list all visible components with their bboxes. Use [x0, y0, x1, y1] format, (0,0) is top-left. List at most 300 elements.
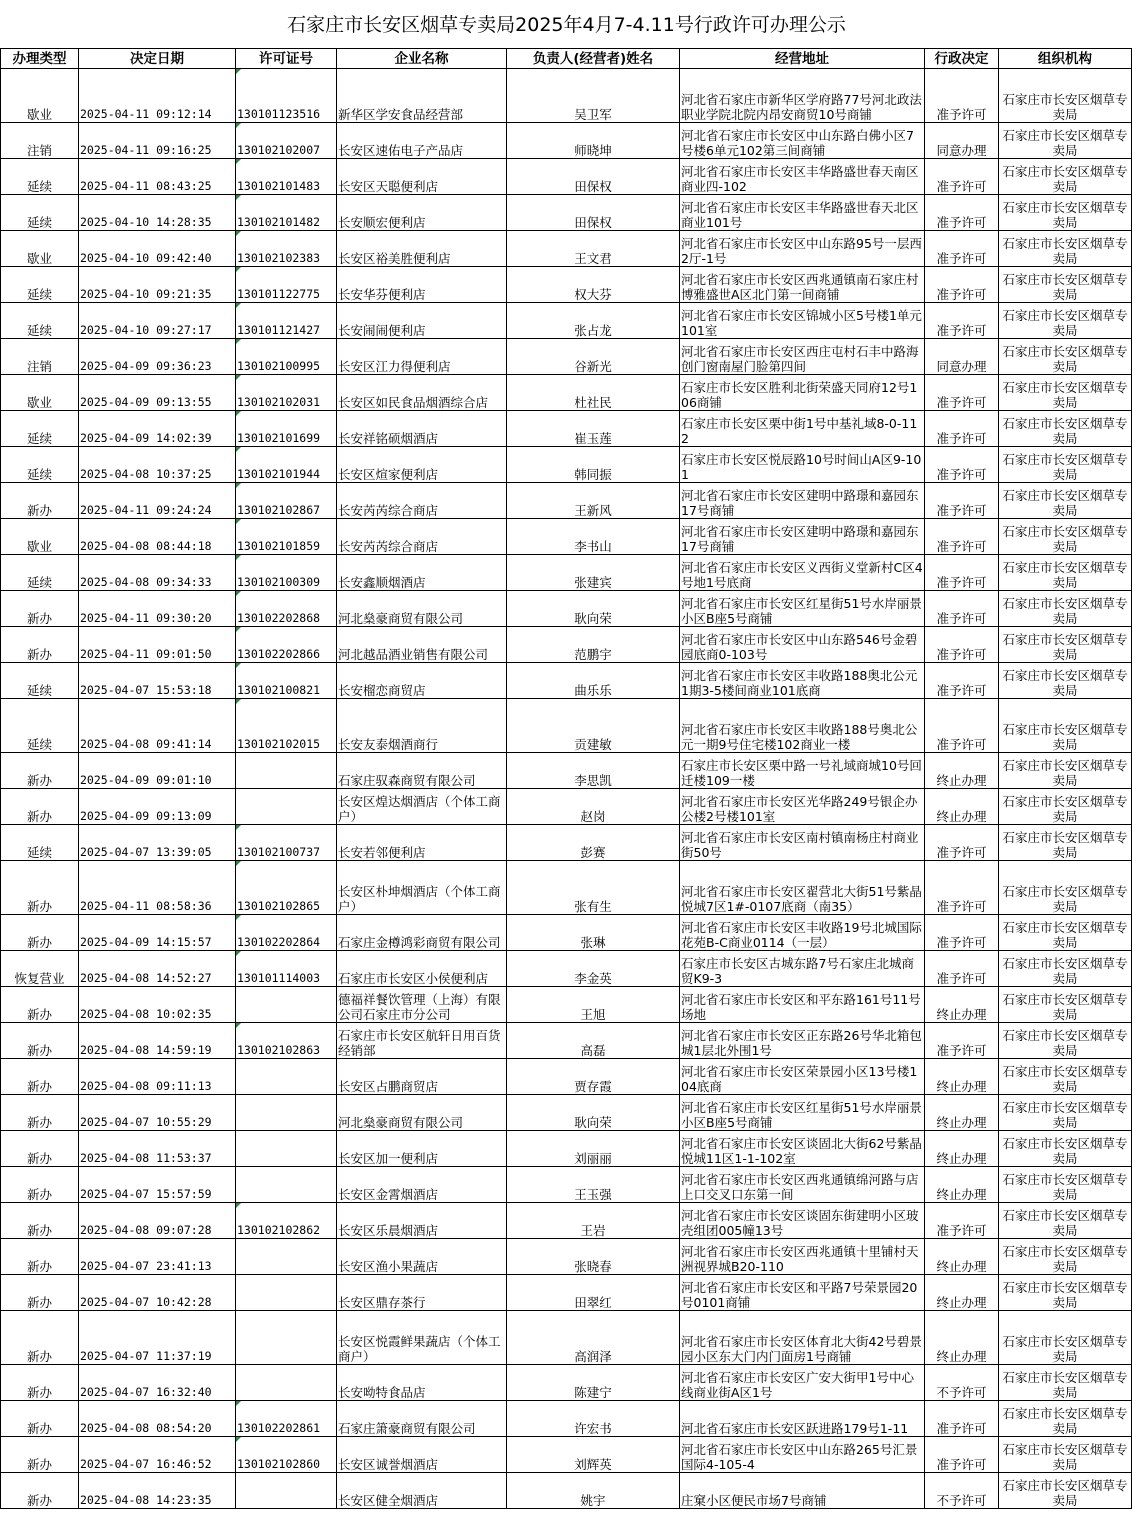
cell-date — [79, 1131, 236, 1167]
cell-decision-text: 不予许可 — [936, 1493, 987, 1508]
cell-license-text: 130102100309 — [237, 575, 321, 589]
cell-person-text: 范鹏宇 — [574, 647, 612, 662]
table-row — [1, 1095, 1132, 1131]
cell-address — [680, 375, 925, 411]
cell-person — [507, 519, 680, 555]
cell-decision-text: 准予许可 — [936, 647, 987, 662]
cell-type — [1, 987, 79, 1023]
cell-org-text: 石家庄市长安区烟草专卖局 — [1002, 1100, 1128, 1130]
cell-person-text: 彭赛 — [580, 845, 606, 860]
cell-date — [79, 447, 236, 483]
cell-type-text: 延续 — [26, 215, 52, 230]
cell-person-text: 杜社民 — [574, 395, 612, 410]
cell-address — [680, 267, 925, 303]
cell-company — [337, 1401, 507, 1437]
cell-type-text: 新办 — [26, 1349, 52, 1364]
cell-decision-text: 准予许可 — [936, 539, 987, 554]
cell-decision — [925, 1167, 999, 1203]
cell-date-text: 2025-04-08 09:41:14 — [80, 737, 212, 751]
cell-org-text: 石家庄市长安区烟草专卖局 — [1002, 1406, 1128, 1436]
cell-date — [79, 987, 236, 1023]
cell-type — [1, 1095, 79, 1131]
cell-license — [236, 1203, 337, 1239]
cell-address — [680, 591, 925, 627]
cell-person — [507, 123, 680, 159]
cell-decision-text: 准予许可 — [936, 899, 987, 914]
cell-type — [1, 1275, 79, 1311]
cell-type-text: 延续 — [26, 467, 52, 482]
cell-org-text: 石家庄市长安区烟草专卖局 — [1002, 200, 1128, 230]
cell-type — [1, 1401, 79, 1437]
cell-company-text: 长安区占鹏商贸店 — [338, 1079, 439, 1094]
cell-company-text: 长安区速佑电子产品店 — [338, 143, 464, 158]
cell-org-text: 石家庄市长安区烟草专卖局 — [1002, 308, 1128, 338]
cell-address — [680, 987, 925, 1023]
cell-person — [507, 447, 680, 483]
cell-address-text: 庄窠小区便民市场7号商铺 — [681, 1493, 827, 1508]
cell-type — [1, 915, 79, 951]
table-row — [1, 915, 1132, 951]
cell-company — [337, 1059, 507, 1095]
cell-person-text: 田翠红 — [574, 1295, 612, 1310]
cell-org-text: 石家庄市长安区烟草专卖局 — [1002, 1442, 1128, 1472]
cell-org — [999, 1275, 1132, 1311]
cell-date-text: 2025-04-09 09:13:09 — [80, 809, 212, 823]
cell-org-text: 石家庄市长安区烟草专卖局 — [1002, 830, 1128, 860]
cell-org — [999, 753, 1132, 789]
cell-decision-text: 准予许可 — [936, 971, 987, 986]
cell-decision-text: 准予许可 — [936, 737, 987, 752]
text-number-indicator-icon — [236, 303, 241, 308]
table-row — [1, 1239, 1132, 1275]
cell-decision — [925, 1059, 999, 1095]
cell-date-text: 2025-04-11 09:30:20 — [80, 611, 212, 625]
cell-person-text: 贾存霞 — [574, 1079, 612, 1094]
cell-date-text: 2025-04-08 09:34:33 — [80, 575, 212, 589]
cell-type — [1, 1239, 79, 1275]
cell-address — [680, 1275, 925, 1311]
table-row — [1, 1275, 1132, 1311]
cell-decision-text: 准予许可 — [936, 287, 987, 302]
cell-date — [79, 753, 236, 789]
cell-date-text: 2025-04-09 09:36:23 — [80, 359, 212, 373]
cell-decision-text: 终止办理 — [936, 1187, 987, 1202]
cell-date-text: 2025-04-10 09:21:35 — [80, 287, 212, 301]
cell-org — [999, 1437, 1132, 1473]
cell-company-text: 长安呦特食品店 — [338, 1385, 426, 1400]
cell-type — [1, 555, 79, 591]
cell-license — [236, 231, 337, 267]
cell-org-text: 石家庄市长安区烟草专卖局 — [1002, 1370, 1128, 1400]
cell-license-text: 130102202866 — [237, 647, 321, 661]
cell-date-text: 2025-04-08 14:23:35 — [80, 1493, 212, 1507]
table-row — [1, 789, 1132, 825]
cell-date-text: 2025-04-11 09:16:25 — [80, 143, 212, 157]
cell-type — [1, 753, 79, 789]
cell-type-text: 延续 — [26, 431, 52, 446]
cell-address — [680, 1239, 925, 1275]
cell-company — [337, 267, 507, 303]
cell-person — [507, 1311, 680, 1365]
cell-address-text: 河北省石家庄市长安区建明中路璟和嘉园东17号商铺 — [681, 488, 919, 518]
cell-type-text: 歇业 — [26, 107, 52, 122]
cell-company — [337, 915, 507, 951]
cell-date-text: 2025-04-08 11:53:37 — [80, 1151, 212, 1165]
cell-address-text: 河北省石家庄市长安区西兆通镇绵河路与店上口交叉口东第一间 — [681, 1172, 919, 1202]
col-header-date: 决定日期 — [79, 49, 236, 69]
text-number-indicator-icon — [236, 69, 241, 74]
cell-address — [680, 951, 925, 987]
cell-company — [337, 861, 507, 915]
cell-type — [1, 1203, 79, 1239]
cell-date-text: 2025-04-08 08:54:20 — [80, 1421, 212, 1435]
cell-address-text: 河北省石家庄市长安区谈固东街建明小区玻壳组团005幢13号 — [681, 1208, 919, 1238]
cell-license-text: 130102102865 — [237, 899, 321, 913]
cell-address-text: 石家庄市长安区古城东路7号石家庄北城商贸K9-3 — [681, 956, 914, 986]
cell-type — [1, 375, 79, 411]
cell-org — [999, 1023, 1132, 1059]
cell-company — [337, 339, 507, 375]
cell-org — [999, 1203, 1132, 1239]
cell-decision-text: 终止办理 — [936, 1115, 987, 1130]
cell-company — [337, 375, 507, 411]
cell-type — [1, 1131, 79, 1167]
cell-license — [236, 1239, 337, 1275]
text-number-indicator-icon — [236, 825, 241, 830]
cell-address — [680, 123, 925, 159]
cell-decision-text: 准予许可 — [936, 575, 987, 590]
cell-date-text: 2025-04-08 10:02:35 — [80, 1007, 212, 1021]
cell-date-text: 2025-04-10 09:27:17 — [80, 323, 212, 337]
table-row — [1, 267, 1132, 303]
cell-type — [1, 447, 79, 483]
cell-org-text: 石家庄市长安区烟草专卖局 — [1002, 722, 1128, 752]
cell-license — [236, 789, 337, 825]
cell-decision-text: 准予许可 — [936, 845, 987, 860]
cell-address-text: 河北省石家庄市长安区广安大街甲1号中心线商业街A区1号 — [681, 1370, 914, 1400]
cell-type-text: 注销 — [26, 143, 52, 158]
cell-company-text: 长安区渔小果蔬店 — [338, 1259, 439, 1274]
cell-address-text: 河北省石家庄市长安区南村镇南杨庄村商业街50号 — [681, 830, 919, 860]
cell-company-text: 长安榴恋商贸店 — [338, 683, 426, 698]
cell-decision — [925, 123, 999, 159]
cell-org — [999, 1095, 1132, 1131]
cell-person — [507, 195, 680, 231]
cell-company-text: 长安区朴坤烟酒店（个体工商户） — [338, 884, 501, 914]
cell-license — [236, 861, 337, 915]
cell-decision — [925, 1473, 999, 1509]
table-row — [1, 987, 1132, 1023]
table-row — [1, 753, 1132, 789]
table-row — [1, 411, 1132, 447]
cell-address — [680, 303, 925, 339]
cell-date — [79, 663, 236, 699]
cell-person — [507, 231, 680, 267]
cell-address-text: 河北省石家庄市长安区光华路249号银企办公楼2号楼101室 — [681, 794, 918, 824]
cell-type-text: 新办 — [26, 809, 52, 824]
cell-date-text: 2025-04-09 09:01:10 — [80, 773, 212, 787]
col-header-decision: 行政决定 — [925, 49, 999, 69]
cell-org-text: 石家庄市长安区烟草专卖局 — [1002, 758, 1128, 788]
cell-license-text: 130102202868 — [237, 611, 321, 625]
cell-date — [79, 1311, 236, 1365]
table-row — [1, 519, 1132, 555]
cell-license-text: 130102102015 — [237, 737, 321, 751]
cell-date-text: 2025-04-08 14:59:19 — [80, 1043, 212, 1057]
cell-address-text: 河北省石家庄市长安区体育北大街42号碧景园小区东大门内门面房1号商铺 — [681, 1334, 922, 1364]
cell-decision — [925, 1401, 999, 1437]
cell-decision-text: 终止办理 — [936, 1007, 987, 1022]
cell-person-text: 王岩 — [580, 1223, 606, 1238]
cell-company-text: 长安区裕美胜便利店 — [338, 251, 451, 266]
cell-address-text: 石家庄市长安区悦辰路10号时间山A区9-101 — [681, 452, 922, 482]
cell-type — [1, 699, 79, 753]
cell-license-text: 130102100995 — [237, 359, 321, 373]
cell-decision — [925, 1365, 999, 1401]
cell-person — [507, 591, 680, 627]
cell-license — [236, 591, 337, 627]
cell-org-text: 石家庄市长安区烟草专卖局 — [1002, 884, 1128, 914]
cell-org — [999, 915, 1132, 951]
cell-decision — [925, 303, 999, 339]
table-row — [1, 825, 1132, 861]
cell-date — [79, 861, 236, 915]
cell-date-text: 2025-04-09 14:02:39 — [80, 431, 212, 445]
cell-license — [236, 1059, 337, 1095]
cell-type — [1, 1365, 79, 1401]
cell-company-text: 长安顺宏便利店 — [338, 215, 426, 230]
cell-company-text: 长安区鼎存茶行 — [338, 1295, 426, 1310]
cell-decision-text: 准予许可 — [936, 611, 987, 626]
cell-type-text: 新办 — [26, 1493, 52, 1508]
cell-decision — [925, 555, 999, 591]
cell-company-text: 长安区煌达烟酒店（个体工商户） — [338, 794, 501, 824]
cell-person-text: 李金英 — [574, 971, 612, 986]
table-row — [1, 159, 1132, 195]
cell-decision-text: 准予许可 — [936, 215, 987, 230]
cell-date — [79, 339, 236, 375]
table-row — [1, 1365, 1132, 1401]
cell-person-text: 韩同振 — [574, 467, 612, 482]
cell-org-text: 石家庄市长安区烟草专卖局 — [1002, 452, 1128, 482]
cell-org-text: 石家庄市长安区烟草专卖局 — [1002, 920, 1128, 950]
cell-address-text: 河北省石家庄市长安区中山东路265号汇景国际4-105-4 — [681, 1442, 918, 1472]
cell-type-text: 新办 — [26, 1385, 52, 1400]
cell-company-text: 石家庄市长安区小侯便利店 — [338, 971, 489, 986]
cell-address-text: 河北省石家庄市长安区丰收路19号北城国际花苑B-C商业0114（一层） — [681, 920, 922, 950]
cell-org — [999, 195, 1132, 231]
cell-org-text: 石家庄市长安区烟草专卖局 — [1002, 1208, 1128, 1238]
cell-address — [680, 1311, 925, 1365]
cell-type-text: 恢复营业 — [14, 971, 65, 986]
cell-address-text: 河北省石家庄市长安区西兆通镇南石家庄村博雅盛世A区北门第一间商铺 — [681, 272, 919, 302]
cell-decision-text: 准予许可 — [936, 431, 987, 446]
cell-org — [999, 123, 1132, 159]
cell-type-text: 注销 — [26, 359, 52, 374]
text-number-indicator-icon — [236, 1401, 241, 1406]
table-row — [1, 699, 1132, 753]
cell-org — [999, 1365, 1132, 1401]
cell-type — [1, 789, 79, 825]
cell-type-text: 歇业 — [26, 251, 52, 266]
cell-address — [680, 519, 925, 555]
cell-type — [1, 519, 79, 555]
cell-type-text: 新办 — [26, 503, 52, 518]
cell-person-text: 王旭 — [580, 1007, 606, 1022]
cell-person-text: 曲乐乐 — [574, 683, 612, 698]
cell-company-text: 长安芮芮综合商店 — [338, 503, 439, 518]
cell-date-text: 2025-04-07 13:39:05 — [80, 845, 212, 859]
cell-type — [1, 123, 79, 159]
cell-date-text: 2025-04-07 15:57:59 — [80, 1187, 212, 1201]
cell-person — [507, 1131, 680, 1167]
cell-person — [507, 1167, 680, 1203]
cell-company-text: 长安区诚誉烟酒店 — [338, 1457, 439, 1472]
cell-address-text: 河北省石家庄市长安区丰华路盛世春天北区商业101号 — [681, 200, 919, 230]
cell-person — [507, 375, 680, 411]
cell-date-text: 2025-04-07 15:53:18 — [80, 683, 212, 697]
text-number-indicator-icon — [236, 951, 241, 956]
cell-person-text: 陈建宁 — [574, 1385, 612, 1400]
cell-decision-text: 不予许可 — [936, 1385, 987, 1400]
cell-decision-text: 准予许可 — [936, 683, 987, 698]
text-number-indicator-icon — [236, 159, 241, 164]
cell-org-text: 石家庄市长安区烟草专卖局 — [1002, 632, 1128, 662]
cell-org-text: 石家庄市长安区烟草专卖局 — [1002, 992, 1128, 1022]
cell-date — [79, 1095, 236, 1131]
cell-company — [337, 789, 507, 825]
table-row — [1, 231, 1132, 267]
cell-decision — [925, 231, 999, 267]
cell-person-text: 张建宾 — [574, 575, 612, 590]
cell-org — [999, 447, 1132, 483]
cell-company — [337, 447, 507, 483]
cell-org — [999, 1311, 1132, 1365]
cell-license — [236, 483, 337, 519]
cell-org — [999, 789, 1132, 825]
cell-decision — [925, 1095, 999, 1131]
page-title: 石家庄市长安区烟草专卖局2025年4月7-4.11号行政许可办理公示 — [287, 14, 846, 36]
table-row — [1, 1131, 1132, 1167]
cell-org — [999, 267, 1132, 303]
cell-license — [236, 1437, 337, 1473]
cell-license — [236, 1311, 337, 1365]
cell-company — [337, 753, 507, 789]
cell-org-text: 石家庄市长安区烟草专卖局 — [1002, 1478, 1128, 1508]
cell-date-text: 2025-04-11 08:43:25 — [80, 179, 212, 193]
cell-company — [337, 1167, 507, 1203]
cell-company-text: 德福祥餐饮管理（上海）有限公司石家庄市分公司 — [338, 992, 501, 1022]
cell-person — [507, 267, 680, 303]
cell-org-text: 石家庄市长安区烟草专卖局 — [1002, 668, 1128, 698]
cell-person-text: 刘辉英 — [574, 1457, 612, 1472]
cell-org — [999, 825, 1132, 861]
cell-person — [507, 951, 680, 987]
cell-company — [337, 1023, 507, 1059]
cell-person-text: 张占龙 — [574, 323, 612, 338]
cell-address — [680, 753, 925, 789]
cell-address — [680, 1023, 925, 1059]
text-number-indicator-icon — [236, 915, 241, 920]
cell-type-text: 新办 — [26, 773, 52, 788]
cell-license-text: 130102102863 — [237, 1043, 321, 1057]
cell-license — [236, 1275, 337, 1311]
cell-license-text: 130102101944 — [237, 467, 321, 481]
cell-address — [680, 483, 925, 519]
table-row — [1, 69, 1132, 123]
cell-company — [337, 1239, 507, 1275]
cell-type — [1, 339, 79, 375]
cell-company — [337, 1365, 507, 1401]
cell-type-text: 新办 — [26, 1421, 52, 1436]
table-row — [1, 951, 1132, 987]
cell-type-text: 新办 — [26, 1079, 52, 1094]
cell-date-text: 2025-04-08 14:52:27 — [80, 971, 212, 985]
cell-decision-text: 准予许可 — [936, 1223, 987, 1238]
cell-person-text: 张晓春 — [574, 1259, 612, 1274]
cell-type — [1, 1023, 79, 1059]
cell-decision-text: 准予许可 — [936, 395, 987, 410]
text-number-indicator-icon — [236, 861, 241, 866]
cell-person-text: 张琳 — [580, 935, 606, 950]
cell-address — [680, 915, 925, 951]
cell-org — [999, 1059, 1132, 1095]
cell-date — [79, 1437, 236, 1473]
cell-address — [680, 231, 925, 267]
cell-org — [999, 1401, 1132, 1437]
text-number-indicator-icon — [236, 1023, 241, 1028]
cell-address — [680, 861, 925, 915]
cell-address — [680, 195, 925, 231]
cell-type-text: 新办 — [26, 1115, 52, 1130]
cell-decision — [925, 1239, 999, 1275]
cell-decision — [925, 411, 999, 447]
cell-type-text: 新办 — [26, 935, 52, 950]
cell-person-text: 权大芬 — [574, 287, 612, 302]
cell-org-text: 石家庄市长安区烟草专卖局 — [1002, 524, 1128, 554]
cell-license — [236, 699, 337, 753]
cell-type — [1, 1167, 79, 1203]
cell-org — [999, 1239, 1132, 1275]
cell-person-text: 田保权 — [574, 179, 612, 194]
table-row — [1, 1311, 1132, 1365]
cell-company — [337, 1203, 507, 1239]
cell-decision — [925, 1023, 999, 1059]
cell-address-text: 河北省石家庄市长安区正东路26号华北箱包城1层北外围1号 — [681, 1028, 922, 1058]
cell-license — [236, 753, 337, 789]
cell-type — [1, 591, 79, 627]
cell-decision — [925, 267, 999, 303]
cell-org-text: 石家庄市长安区烟草专卖局 — [1002, 794, 1128, 824]
text-number-indicator-icon — [236, 699, 241, 704]
cell-org-text: 石家庄市长安区烟草专卖局 — [1002, 1064, 1128, 1094]
cell-license — [236, 1365, 337, 1401]
cell-address — [680, 699, 925, 753]
cell-org — [999, 159, 1132, 195]
cell-type-text: 新办 — [26, 1457, 52, 1472]
cell-person — [507, 1239, 680, 1275]
cell-type-text: 延续 — [26, 179, 52, 194]
cell-date — [79, 1275, 236, 1311]
cell-org — [999, 339, 1132, 375]
cell-date — [79, 1401, 236, 1437]
cell-org-text: 石家庄市长安区烟草专卖局 — [1002, 128, 1128, 158]
cell-date-text: 2025-04-10 14:28:35 — [80, 215, 212, 229]
cell-address-text: 河北省石家庄市长安区西兆通镇十里铺村天洲视界城B20-110 — [681, 1244, 919, 1274]
cell-address-text: 河北省石家庄市长安区中山东路95号一层西2厅-1号 — [681, 236, 922, 266]
table-row — [1, 195, 1132, 231]
cell-address-text: 河北省石家庄市长安区西庄屯村石丰中路海创门窗南屋门脸第四间 — [681, 344, 919, 374]
